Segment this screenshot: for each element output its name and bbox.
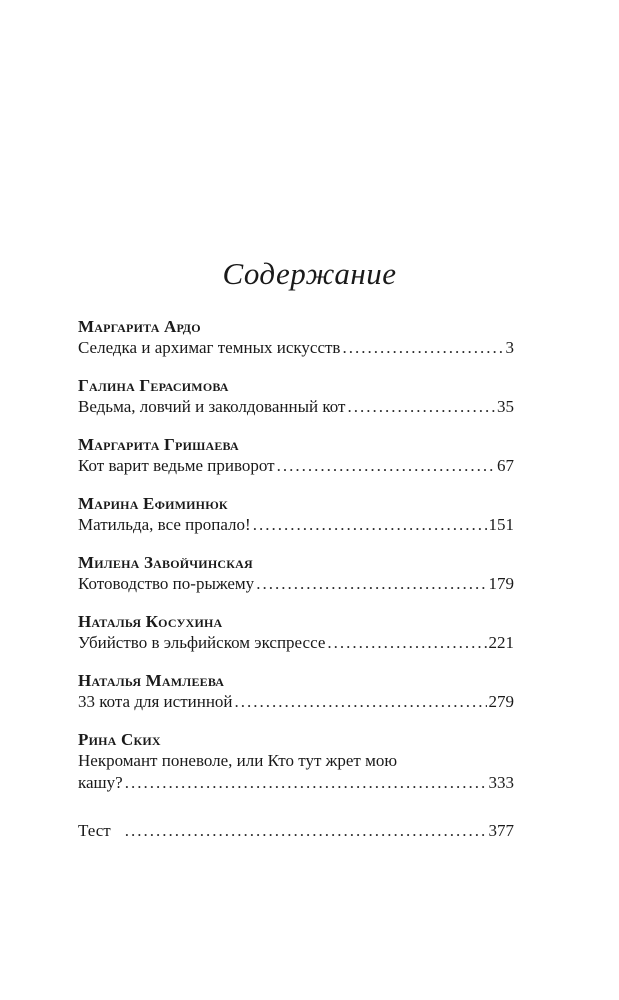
dot-leader [256, 573, 486, 595]
toc-author: Рина Ских [78, 730, 161, 749]
toc-entry [78, 729, 514, 794]
toc-title: Кот варит ведьме приворот [78, 456, 275, 475]
page-title: Содержание [222, 256, 397, 291]
toc-title: Убийство в эльфийском экспрессе [78, 633, 326, 652]
toc-title: Ведьма, ловчий и заколдованный кот [78, 397, 346, 416]
toc-page-number: 377 [488, 821, 514, 840]
dot-leader [125, 820, 487, 842]
table-of-contents [78, 316, 514, 842]
toc-title: 33 кота для истинной [78, 692, 233, 711]
toc-title-row[interactable] [78, 514, 514, 536]
toc-page-number: 3 [505, 338, 514, 357]
toc-title: Котоводство по-рыжему [78, 574, 255, 593]
toc-title-row[interactable] [78, 632, 514, 654]
toc-entry-test [78, 820, 514, 842]
toc-page-number: 35 [497, 397, 514, 416]
toc-author: Наталья Мамлеева [78, 671, 225, 690]
dot-leader [235, 691, 487, 713]
toc-page-number: 221 [488, 633, 514, 652]
toc-entry [78, 552, 514, 595]
toc-page-number: 279 [488, 692, 514, 711]
dot-leader [125, 772, 487, 794]
toc-title-row[interactable] [78, 573, 514, 595]
toc-title-row[interactable] [78, 691, 514, 713]
toc-author: Маргарита Гришаева [78, 435, 239, 454]
toc-page-number: 179 [488, 574, 514, 593]
dot-leader [347, 396, 495, 418]
toc-title-row[interactable] [78, 455, 514, 477]
dot-leader [327, 632, 486, 654]
toc-page-number: 151 [488, 515, 514, 534]
toc-author: Милена Завойчинская [78, 553, 253, 572]
toc-author: Марина Ефиминюк [78, 494, 228, 513]
toc-title-row[interactable] [78, 396, 514, 418]
toc-author: Маргарита Ардо [78, 317, 201, 336]
toc-page-number: 67 [497, 456, 514, 475]
toc-entry [78, 493, 514, 536]
toc-author: Наталья Косухина [78, 612, 223, 631]
toc-entry [78, 375, 514, 418]
toc-author: Галина Герасимова [78, 376, 229, 395]
toc-title-row[interactable] [78, 820, 514, 842]
toc-title: Селедка и архимаг темных искусств [78, 338, 341, 357]
toc-page-number: 333 [488, 773, 514, 792]
toc-title: кашу? [78, 773, 123, 792]
toc-title: Тест [78, 821, 111, 840]
toc-entry [78, 670, 514, 713]
toc-title-line[interactable]: Некромант поневоле, или Кто тут жрет мою [78, 751, 398, 770]
dot-leader [277, 455, 495, 477]
toc-entry [78, 434, 514, 477]
toc-title-row[interactable] [78, 337, 514, 359]
toc-title-row[interactable] [78, 772, 514, 794]
toc-entry [78, 611, 514, 654]
toc-entry [78, 316, 514, 359]
dot-leader [342, 337, 503, 359]
toc-title: Матильда, все пропало! [78, 515, 251, 534]
dot-leader [253, 514, 487, 536]
